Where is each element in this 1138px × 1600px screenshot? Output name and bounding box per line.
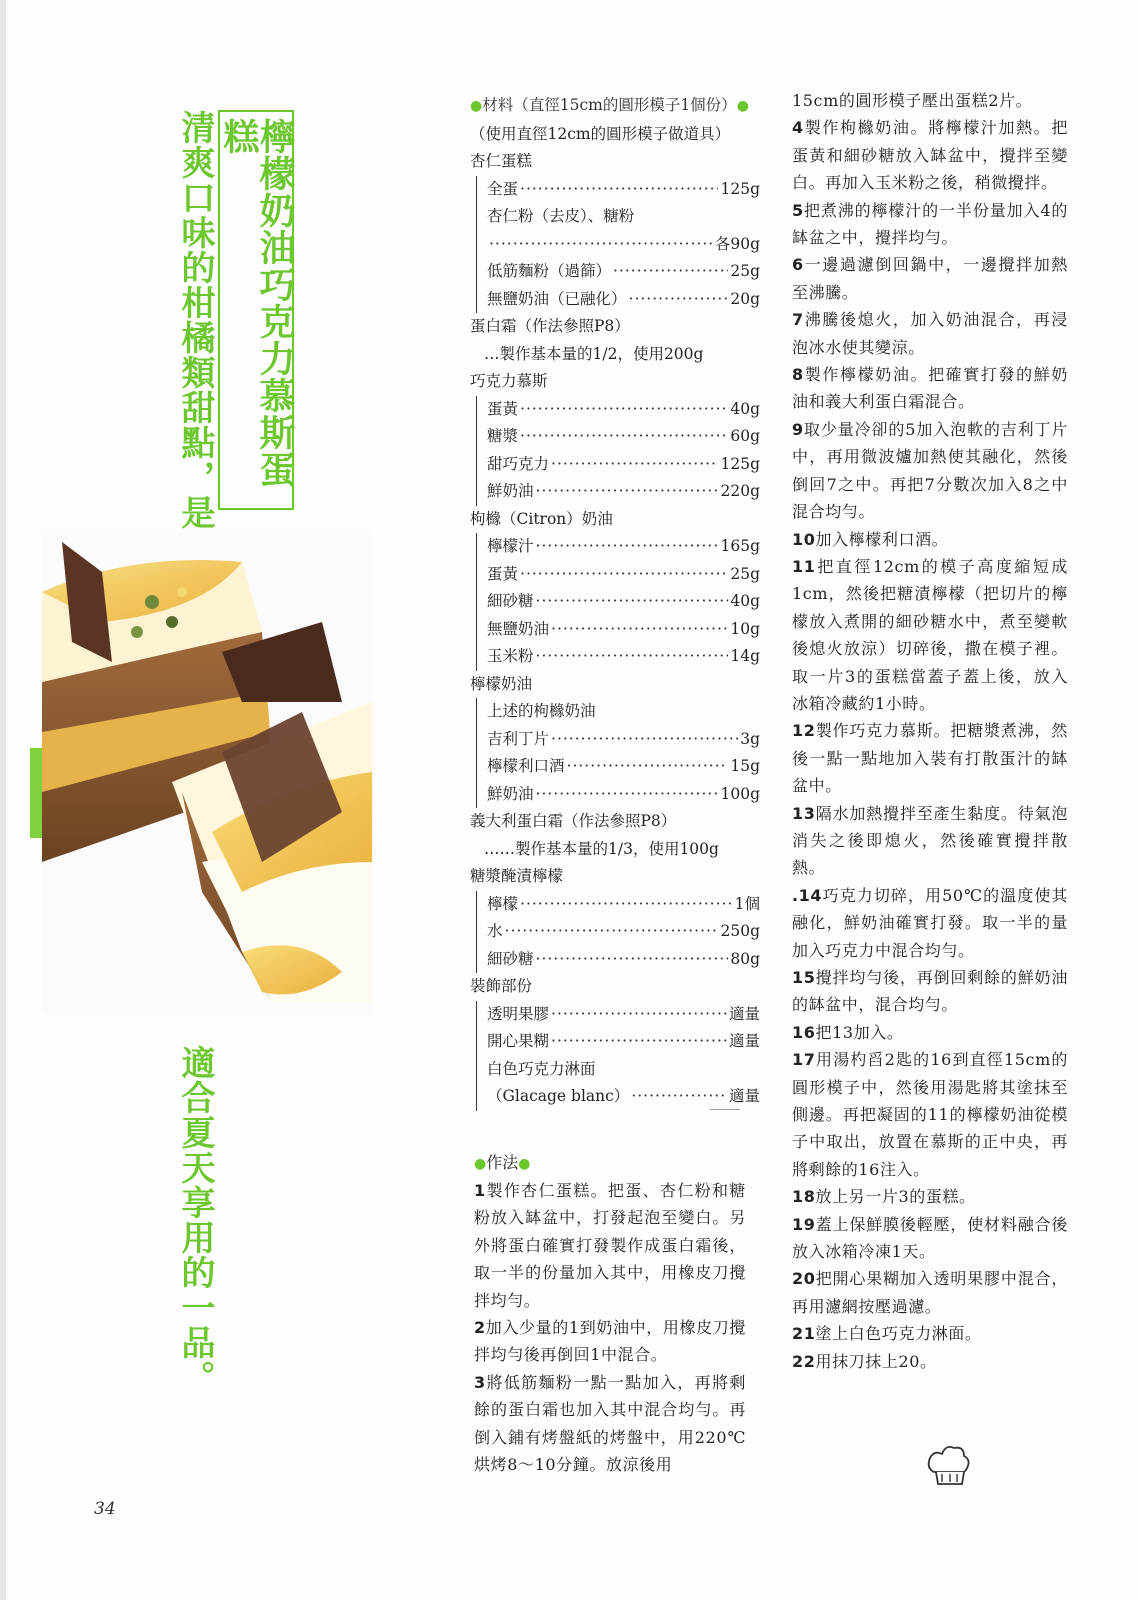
recipe-title: 檸檬奶油巧克力慕斯蛋糕: [218, 110, 294, 510]
leader-dots: [536, 946, 729, 974]
ingredient-row: [487, 781, 760, 809]
step-number: 1: [474, 1181, 486, 1200]
ingredient-quantity: 3g: [740, 729, 760, 748]
ingredient-quantity: 80g: [730, 949, 760, 968]
ingredient-name: 蛋黃: [487, 399, 519, 418]
ingredient-quantity: 15g: [730, 757, 760, 775]
step-text: 巧克力切碎，用50℃的溫度使其融化，鮮奶油確實打發。取一半的量加入巧克力中混合均勻。: [792, 885, 1068, 960]
ingredient-quantity: 220g: [720, 482, 760, 500]
step-number: 12: [792, 721, 816, 741]
leader-dots: [536, 781, 719, 809]
chef-hat-icon: [924, 1442, 972, 1488]
ingredient-name: 檸檬: [487, 894, 519, 913]
ingredient-list: [476, 533, 760, 671]
step-text: 把煮沸的檸檬汁的一半份量加入4的缽盆之中，攪拌均勻。: [792, 200, 1068, 248]
step-number: 13: [792, 803, 816, 823]
ingredient-quantity: 14g: [730, 647, 760, 665]
step-text: 加入檸檬利口酒。: [815, 529, 949, 549]
accent-bar: [30, 748, 42, 838]
step-number: 11: [792, 556, 816, 576]
leader-dots: [631, 1083, 727, 1111]
ingredient-row: [487, 1056, 760, 1084]
ingredient-name: 水: [487, 922, 503, 940]
ingredient-row: [487, 451, 760, 479]
step-number: 2: [474, 1318, 486, 1338]
step-number: 7: [792, 310, 804, 330]
ingredient-group-title: 杏仁蛋糕: [470, 152, 533, 170]
ingredients-end-rule: [710, 1109, 740, 1110]
ingredient-name: 檸檬汁: [487, 537, 534, 555]
ingredient-row: [487, 561, 760, 589]
leader-dots: [489, 231, 713, 259]
step-number: 8: [792, 365, 804, 385]
step-text: 製作枸櫞奶油。將檸檬汁加熱。把蛋黃和細砂糖放入缽盆中，攪拌至變白。再加入玉米粉之後，稍微攪拌。: [792, 118, 1068, 193]
ingredient-quantity: 125g: [720, 454, 760, 473]
ingredient-row: [487, 616, 760, 644]
step-text: 用抹刀抹上20。: [815, 1351, 937, 1371]
step-text: 隔水加熱攪拌至產生黏度。待氣泡消失之後即熄火，然後確實攪拌散熱。: [792, 803, 1068, 878]
ingredient-group-title: 巧克力慕斯: [470, 372, 548, 390]
method-step: [474, 1314, 746, 1369]
ingredient-group-title: 裝飾部份: [470, 977, 533, 995]
ingredient-row: [487, 478, 760, 506]
page-number: 34: [94, 1499, 116, 1519]
ingredient-name: 杏仁粉（去皮）、糖粉: [487, 207, 635, 225]
ingredients-section: [470, 92, 760, 1111]
method-step: [792, 114, 1068, 196]
method-step: [474, 1369, 746, 1479]
ingredient-row: [487, 726, 760, 754]
ingredient-quantity: 60g: [730, 427, 760, 445]
step-number: 5: [792, 200, 804, 220]
ingredient-quantity: 20g: [730, 289, 760, 308]
method-step: [792, 964, 1068, 1019]
method-step: [792, 553, 1068, 717]
leader-dots: [520, 176, 718, 204]
leader-dots: [536, 588, 729, 616]
leader-dots: [567, 753, 729, 781]
ingredient-group-title: 檸檬奶油: [470, 674, 533, 693]
method-step: [792, 882, 1068, 964]
ingredient-name: 無鹽奶油: [487, 619, 550, 638]
step-text: 將低筋麵粉一點一點加入，再將剩餘的蛋白霜也加入其中混合均勻。再倒入鋪有烤盤紙的烤盤中，用220℃烘烤8～10分鐘。放涼後用: [474, 1372, 746, 1475]
ingredient-list: [476, 176, 760, 314]
bullet-icon: ●: [474, 1156, 487, 1172]
bullet-icon: ●: [470, 98, 483, 114]
ingredient-row: [487, 258, 760, 286]
step-number: 18: [792, 1187, 816, 1207]
ingredient-name: 無鹽奶油（已融化）: [487, 289, 627, 308]
step-text: 一邊過濾倒回鍋中，一邊攪拌加熱至沸騰。: [792, 255, 1068, 302]
ingredient-row: [487, 533, 760, 561]
leader-dots: [551, 1001, 727, 1029]
ingredient-name: 細砂糖: [487, 592, 534, 610]
method-step: [792, 526, 1068, 553]
ingredient-name: 上述的枸櫞奶油: [487, 702, 596, 720]
method-step: [792, 1265, 1068, 1320]
step-text: 塗上白色巧克力淋面。: [815, 1324, 982, 1344]
ingredient-quantity: 165g: [720, 537, 760, 555]
step-number: 15: [792, 968, 816, 987]
method-step: [792, 800, 1068, 882]
method-step: [792, 416, 1068, 526]
method-step: [792, 306, 1068, 361]
leader-dots: [536, 643, 729, 671]
method-step: [474, 1177, 746, 1314]
leader-dots: [536, 478, 719, 506]
method-step: [792, 87, 1068, 114]
ingredient-list: [476, 698, 760, 808]
step-number: 6: [792, 255, 804, 275]
step-text: 製作杏仁蛋糕。把蛋、杏仁粉和糖粉放入缽盆中，打發起泡至變白。另外將蛋白確實打發製作成蛋白霜後，取一半的份量加入其中，用橡皮刀攪拌均勻。: [474, 1181, 746, 1310]
method-step: [792, 1019, 1068, 1046]
ingredient-group-title: 義大利蛋白霜（作法參照P8）: [470, 812, 677, 830]
method-header-text: 作法: [486, 1153, 519, 1172]
step-number: 9: [792, 419, 804, 439]
ingredient-list: [476, 1001, 760, 1111]
ingredient-quantity: 各90g: [714, 234, 760, 253]
ingredient-group-title: 枸櫞（Citron）奶油: [470, 509, 613, 528]
leader-dots: [536, 533, 719, 561]
method-steps-left: [474, 1177, 746, 1478]
step-text: 攪拌均勻後，再倒回剩餘的鮮奶油的缽盆中，混合均勻。: [792, 968, 1068, 1015]
ingredient-group-note: …製作基本量的1/2，使用200g: [484, 344, 704, 363]
ingredient-name: （Glacage blanc）: [487, 1087, 630, 1105]
ingredient-name: 開心果糊: [487, 1032, 550, 1050]
ingredient-row: [487, 643, 760, 671]
ingredient-row: [487, 891, 760, 919]
step-text: 沸騰後熄火，加入奶油混合，再浸泡冰水使其變涼。: [792, 310, 1068, 357]
method-step: [792, 361, 1068, 416]
ingredient-quantity: 適量: [728, 1087, 760, 1105]
ingredient-name: 糖漿: [487, 427, 519, 445]
ingredient-row: [487, 203, 760, 231]
ingredient-row: [487, 1028, 760, 1056]
leader-dots: [520, 561, 728, 589]
ingredients-header: [470, 92, 760, 121]
ingredient-row: [487, 1083, 760, 1111]
method-step: [792, 197, 1068, 252]
ingredient-row: [487, 698, 760, 726]
cake-photo: [42, 532, 372, 1014]
ingredient-row: [487, 176, 760, 204]
step-number: .14: [792, 885, 823, 905]
step-number: 22: [792, 1351, 816, 1371]
leader-dots: [551, 616, 728, 644]
step-text: 加入少量的1到奶油中，用橡皮刀攪拌均勻後再倒回1中混合。: [474, 1318, 746, 1365]
ingredient-group-title: 糖漿醃漬檸檬: [470, 867, 564, 885]
step-text: 15cm的圓形模子壓出蛋糕2片。: [792, 91, 1033, 110]
ingredient-name: 吉利丁片: [487, 729, 550, 748]
leader-dots: [551, 1028, 727, 1056]
ingredient-groups: [470, 148, 760, 1111]
step-number: 17: [792, 1050, 816, 1070]
step-number: 16: [792, 1022, 816, 1042]
leader-dots: [551, 726, 738, 754]
method-step: [792, 1320, 1068, 1347]
ingredient-name: 蛋黃: [487, 564, 519, 583]
ingredient-quantity: 250g: [720, 922, 760, 940]
ingredient-row: [487, 231, 760, 259]
leader-dots: [520, 423, 728, 451]
step-text: 放上另一片3的蛋糕。: [815, 1187, 976, 1207]
ingredient-row: [487, 286, 760, 314]
leader-dots: [520, 396, 728, 424]
leader-dots: [520, 891, 733, 919]
page-edge: [0, 0, 6, 1600]
ingredient-name: 低筋麵粉（過篩）: [487, 262, 612, 280]
step-number: 20: [792, 1269, 816, 1289]
ingredient-list: [476, 891, 760, 974]
step-text: 把13加入。: [815, 1022, 904, 1042]
ingredient-quantity: 25g: [730, 262, 760, 280]
leader-dots: [551, 451, 718, 479]
leader-dots: [629, 286, 729, 314]
bullet-icon: ●: [518, 1156, 531, 1172]
method-step: [792, 1348, 1068, 1375]
ingredient-row: [487, 588, 760, 616]
ingredient-quantity: 適量: [728, 1004, 760, 1023]
ingredients-note: （使用直徑12cm的圓形模子做道具）: [470, 124, 731, 143]
step-text: 取少量冷卻的5加入泡軟的吉利丁片中，再用微波爐加熱使其融化，然後倒回7之中。再把7分數次加入8之中混合均勻。: [792, 419, 1068, 522]
method-step: [792, 717, 1068, 799]
ingredients-header-text: 材料（直徑15cm的圓形模子1個份）: [482, 96, 737, 114]
ingredient-group-title: 蛋白霜（作法參照P8）: [470, 317, 630, 335]
cake-illustration: [42, 532, 372, 1014]
step-text: 蓋上保鮮膜後輕壓，使材料融合後放入冰箱冷凍1天。: [792, 1214, 1068, 1262]
step-number: 3: [474, 1372, 486, 1392]
ingredient-row: [487, 918, 760, 946]
step-text: 製作巧克力慕斯。把糖漿煮沸，然後一點一點地加入裝有打散蛋汁的缽盆中。: [792, 721, 1068, 796]
method-steps-right: [792, 87, 1068, 1375]
ingredient-name: 透明果膠: [487, 1004, 550, 1023]
ingredient-name: 玉米粉: [487, 647, 534, 665]
recipe-subtitle-1: 清爽口味的柑橘類甜點，是: [175, 110, 215, 530]
ingredient-quantity: 1個: [734, 894, 760, 913]
method-step: [792, 251, 1068, 306]
ingredient-row: [487, 1001, 760, 1029]
recipe-subtitle-2: 適合夏天享用的一品。: [175, 1045, 215, 1395]
method-step: [792, 1211, 1068, 1266]
ingredient-quantity: 10g: [730, 619, 760, 638]
leader-dots: [613, 258, 728, 286]
ingredient-list: [476, 396, 760, 506]
ingredient-quantity: 100g: [720, 784, 760, 803]
method-step: [792, 1183, 1068, 1210]
ingredient-row: [487, 396, 760, 424]
ingredient-row: [487, 423, 760, 451]
step-number: 4: [792, 118, 804, 138]
ingredient-quantity: 40g: [730, 592, 760, 610]
ingredient-name: 檸檬利口酒: [487, 757, 565, 775]
ingredient-name: 白色巧克力淋面: [487, 1059, 596, 1078]
ingredient-name: 鮮奶油: [487, 482, 534, 500]
step-number: 19: [792, 1214, 816, 1234]
ingredient-quantity: 25g: [730, 564, 760, 583]
ingredient-name: 細砂糖: [487, 949, 534, 968]
bullet-icon: ●: [736, 98, 749, 114]
ingredient-quantity: 40g: [730, 399, 760, 418]
ingredient-row: [487, 753, 760, 781]
ingredient-row: [487, 946, 760, 974]
ingredient-name: 甜巧克力: [487, 454, 550, 473]
step-number: 21: [792, 1324, 816, 1344]
step-text: 製作檸檬奶油。把確實打發的鮮奶油和義大利蛋白霜混合。: [792, 365, 1068, 412]
method-step: [792, 1046, 1068, 1183]
ingredient-name: 全蛋: [487, 179, 519, 198]
step-text: 把開心果糊加入透明果膠中混合，再用濾網按壓過濾。: [792, 1269, 1068, 1316]
step-text: 把直徑12cm的模子高度縮短成1cm，然後把糖漬檸檬（把切片的檸檬放入煮開的細砂糖水中，煮至變軟後熄火放涼）切碎後，撒在模子裡。取一片3的蛋糕當蓋子蓋上後，放入冰箱冷藏約1小時。: [792, 556, 1068, 713]
ingredient-quantity: 適量: [728, 1032, 760, 1050]
step-number: 10: [792, 529, 816, 549]
step-text: 用湯杓舀2匙的16到直徑15cm的圓形模子中，然後用湯匙將其塗抹至側邊。再把凝固的11的檸檬奶油從模子中取出，放置在慕斯的正中央，再將剩餘的16注入。: [792, 1050, 1068, 1179]
ingredient-quantity: 125g: [720, 179, 760, 198]
leader-dots: [505, 918, 719, 946]
method-header: [474, 1150, 530, 1173]
ingredient-name: 鮮奶油: [487, 784, 534, 803]
ingredient-group-note: ……製作基本量的1/3，使用100g: [484, 839, 719, 858]
